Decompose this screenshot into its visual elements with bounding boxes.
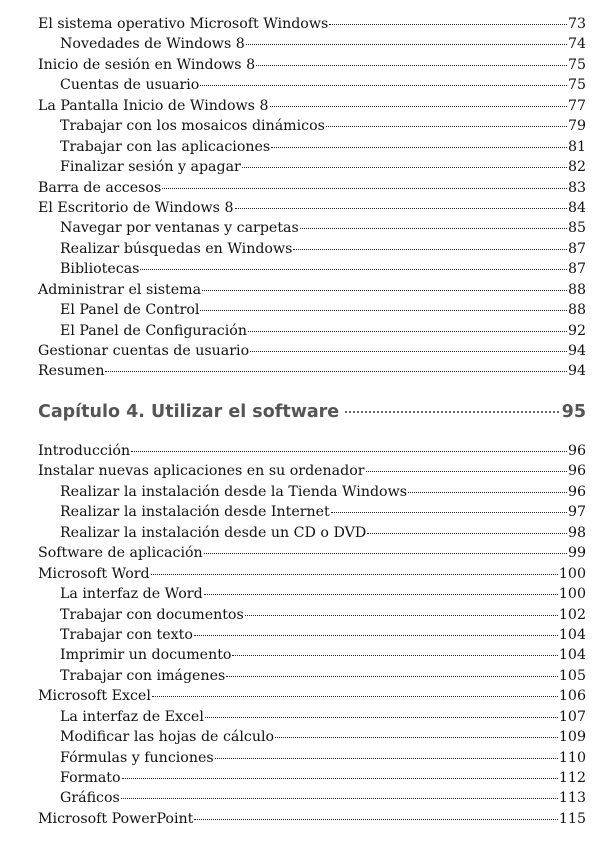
toc-entry-title: Microsoft Excel (38, 688, 151, 705)
toc-entry-title: Trabajar con texto (60, 626, 193, 643)
toc-entry[interactable] (38, 280, 586, 300)
toc-entry-title: Administrar el sistema (38, 281, 202, 298)
toc-subentry[interactable] (38, 34, 586, 54)
toc-entry-title: Gestionar cuentas de usuario (38, 343, 250, 359)
toc-entry-title: La interfaz de Excel (60, 708, 204, 725)
dot-leader (326, 126, 567, 127)
dot-leader (200, 85, 567, 86)
toc-entry-title: Bibliotecas (60, 261, 140, 278)
toc-entry-title: Realizar la instalación desde un CD o DVD (60, 524, 367, 541)
dot-leader (204, 594, 558, 595)
toc-entry-title: Trabajar con las aplicaciones (60, 138, 271, 155)
toc-entry-page-number: 97 (567, 504, 586, 521)
toc-subentry[interactable] (38, 75, 586, 95)
toc-entry[interactable] (38, 96, 586, 116)
chapter-title: Capítulo 4. Utilizar el software (38, 402, 340, 422)
toc-entry-title: Trabajar con documentos (60, 606, 244, 623)
dot-leader (151, 574, 558, 575)
toc-subentry[interactable] (38, 321, 586, 341)
toc-entry-page-number: 96 (567, 443, 586, 459)
dot-leader (152, 696, 558, 697)
dot-leader (131, 451, 567, 452)
chapter-page-number: 95 (561, 402, 586, 422)
dot-leader (105, 371, 566, 372)
toc-entry[interactable] (38, 686, 586, 706)
toc-entry[interactable] (38, 809, 586, 829)
toc-entry-page-number: 112 (558, 770, 586, 786)
toc-entry-page-number: 88 (567, 281, 586, 298)
toc-entry-title: Microsoft PowerPoint (38, 810, 194, 827)
toc-entry-page-number: 113 (558, 790, 586, 807)
toc-entry-title: Finalizar sesión y apagar (60, 159, 241, 176)
toc-entry-title: Software de aplicación (38, 545, 203, 562)
toc-entry-title: El sistema operativo Microsoft Windows (38, 16, 329, 32)
toc-subentry[interactable] (38, 502, 586, 522)
toc-entry[interactable] (38, 198, 586, 218)
toc-entry[interactable] (38, 55, 586, 75)
toc-entry-page-number: 83 (567, 179, 586, 196)
toc-entry-page-number: 94 (567, 363, 586, 380)
toc-entry[interactable] (38, 441, 586, 461)
toc-entry-page-number: 75 (567, 56, 586, 73)
dot-leader (300, 228, 567, 229)
toc-subentry[interactable] (38, 605, 586, 625)
toc-entry-page-number: 87 (567, 240, 586, 257)
toc-entry-title: Microsoft Word (38, 565, 150, 582)
toc-subentry[interactable] (38, 218, 586, 238)
dot-leader (122, 778, 558, 779)
toc-entry-page-number: 85 (567, 220, 586, 237)
toc-subentry[interactable] (38, 748, 586, 768)
dot-leader (194, 819, 558, 820)
dot-leader (345, 411, 558, 413)
toc-entry-page-number: 96 (567, 463, 586, 480)
toc-subentry[interactable] (38, 157, 586, 177)
dot-leader (194, 635, 558, 636)
dot-leader (331, 512, 567, 513)
toc-entry[interactable] (38, 361, 586, 381)
toc-subentry[interactable] (38, 707, 586, 727)
dot-leader (226, 676, 558, 677)
toc-entry-page-number: 104 (558, 647, 586, 664)
toc-subentry[interactable] (38, 300, 586, 320)
toc-entry-title: Realizar la instalación desde la Tienda Windows (60, 483, 408, 500)
toc-subentry[interactable] (38, 259, 586, 279)
toc-entry-title: Imprimir un documento (60, 647, 232, 664)
toc-entry-page-number: 100 (558, 565, 586, 582)
dot-leader (242, 167, 567, 168)
toc-subentry[interactable] (38, 625, 586, 645)
dot-leader (366, 471, 567, 472)
toc-entry-title: Resumen (38, 363, 105, 380)
toc-entry-page-number: 110 (558, 749, 586, 766)
chapter-heading[interactable] (38, 402, 586, 422)
dot-leader (246, 44, 567, 45)
toc-subentry[interactable] (38, 727, 586, 747)
toc-entry-title: El Panel de Configuración (60, 322, 247, 339)
toc-entry-title: Modificar las hojas de cálculo (60, 729, 275, 746)
toc-entry-title: Gráficos (60, 790, 120, 807)
dot-leader (121, 798, 558, 799)
toc-entry-page-number: 98 (567, 524, 586, 541)
toc-subentry[interactable] (38, 666, 586, 686)
toc-entry[interactable] (38, 178, 586, 198)
dot-leader (215, 758, 558, 759)
toc-entry-page-number: 94 (567, 343, 586, 359)
toc-entry-title: Realizar la instalación desde Internet (60, 504, 330, 521)
toc-entry-title: Cuentas de usuario (60, 77, 200, 94)
toc-entry-page-number: 109 (558, 729, 586, 746)
dot-leader (200, 310, 567, 311)
toc-entry-title: Introducción (38, 443, 131, 459)
dot-leader (270, 106, 567, 107)
dot-leader (140, 269, 566, 270)
toc-entry-page-number: 102 (558, 606, 586, 623)
toc-entry-page-number: 74 (567, 36, 586, 53)
toc-entry[interactable] (38, 564, 586, 584)
toc-subentry[interactable] (38, 523, 586, 543)
toc-subentry[interactable] (38, 116, 586, 136)
dot-leader (235, 208, 567, 209)
dot-leader (293, 249, 567, 250)
toc-entry-page-number: 88 (567, 302, 586, 319)
toc-entry-title: El Panel de Control (60, 302, 200, 319)
toc-entry-page-number: 100 (558, 586, 586, 603)
toc-entry-title: Inicio de sesión en Windows 8 (38, 56, 256, 73)
toc-section-windows (38, 14, 586, 382)
toc-entry-page-number: 77 (567, 97, 586, 114)
toc-entry-page-number: 96 (567, 483, 586, 500)
dot-leader (271, 147, 567, 148)
toc-subentry[interactable] (38, 645, 586, 665)
dot-leader (202, 290, 567, 291)
toc-subentry[interactable] (38, 788, 586, 808)
dot-leader (204, 553, 567, 554)
toc-entry-page-number: 79 (567, 118, 586, 135)
toc-entry[interactable] (38, 461, 586, 481)
toc-entry[interactable] (38, 543, 586, 563)
toc-entry-title: Novedades de Windows 8 (60, 36, 245, 53)
toc-entry-title: Trabajar con los mosaicos dinámicos (60, 118, 325, 135)
toc-entry-page-number: 75 (567, 77, 586, 94)
dot-leader (250, 351, 567, 352)
dot-leader (408, 492, 567, 493)
toc-entry-page-number: 87 (567, 261, 586, 278)
toc-entry-title: Instalar nuevas aplicaciones en su ordenador (38, 463, 365, 480)
toc-subentry[interactable] (38, 768, 586, 788)
toc-entry-page-number: 81 (567, 138, 586, 155)
toc-entry-page-number: 84 (567, 199, 586, 216)
toc-entry-title: La interfaz de Word (60, 586, 203, 603)
toc-entry-title: Barra de accesos (38, 179, 162, 196)
toc-entry-page-number: 115 (558, 810, 586, 827)
dot-leader (256, 65, 567, 66)
toc-entry-page-number: 107 (558, 708, 586, 725)
toc-subentry[interactable] (38, 584, 586, 604)
toc-entry[interactable] (38, 14, 586, 34)
dot-leader (162, 188, 567, 189)
toc-entry-page-number: 104 (558, 626, 586, 643)
dot-leader (329, 24, 567, 25)
toc-entry-title: La Pantalla Inicio de Windows 8 (38, 97, 269, 114)
toc-entry-page-number: 105 (558, 667, 586, 684)
toc-entry-title: El Escritorio de Windows 8 (38, 199, 234, 216)
toc-entry[interactable] (38, 341, 586, 361)
dot-leader (205, 717, 558, 718)
toc-subentry[interactable] (38, 239, 586, 259)
toc-subentry[interactable] (38, 482, 586, 502)
toc-entry-title: Trabajar con imágenes (60, 667, 226, 684)
dot-leader (275, 737, 558, 738)
dot-leader (245, 615, 558, 616)
toc-entry-title: Realizar búsquedas en Windows (60, 240, 293, 257)
toc-section-software (38, 441, 586, 829)
toc-entry-title: Navegar por ventanas y carpetas (60, 220, 299, 237)
toc-entry-page-number: 92 (567, 322, 586, 339)
dot-leader (232, 655, 557, 656)
toc-entry-page-number: 73 (567, 16, 586, 32)
dot-leader (248, 331, 567, 332)
toc-entry-page-number: 106 (558, 688, 586, 705)
toc-entry-title: Fórmulas y funciones (60, 749, 214, 766)
toc-entry-title: Formato (60, 770, 121, 786)
toc-entry-page-number: 99 (567, 545, 586, 562)
dot-leader (367, 533, 567, 534)
toc-entry-page-number: 82 (567, 159, 586, 176)
toc-subentry[interactable] (38, 137, 586, 157)
